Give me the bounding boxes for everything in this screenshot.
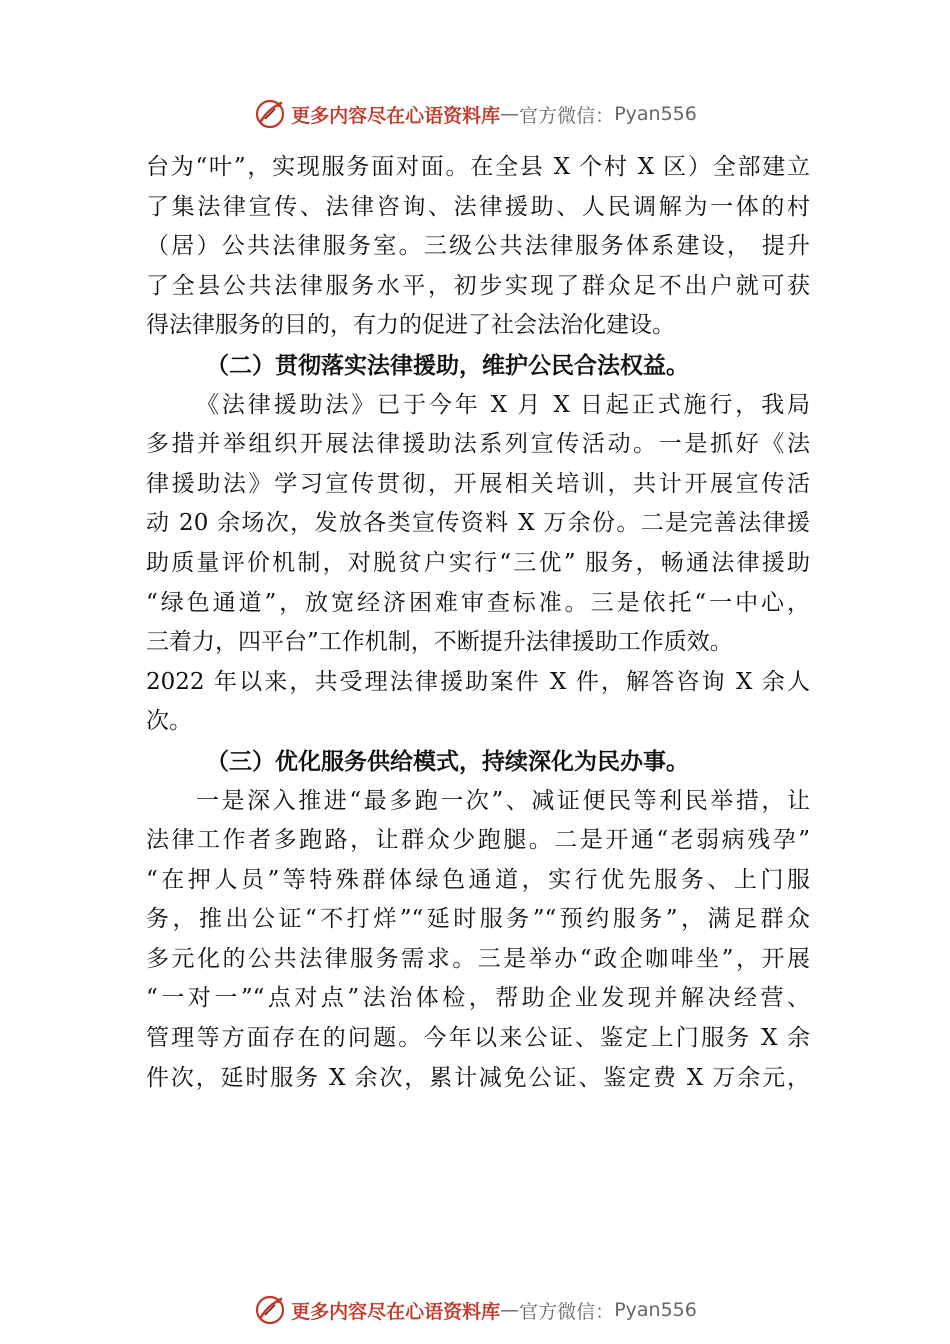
- watermark-brand: 更多内容尽在心语资料库: [291, 104, 501, 127]
- watermark-contact-id: Pyan556: [614, 1299, 697, 1321]
- footer-watermark: [0, 1290, 950, 1330]
- text-line: 三着力，四平台”工作机制，不断提升法律援助工作质效。: [146, 629, 733, 656]
- text-line: 多措并举组织开展法律援助法系列宣传活动。一是抓好《法: [146, 431, 810, 458]
- watermark-separator: —: [500, 103, 520, 125]
- text-line: 法律工作者多跑路，让群众少跑腿。二是开通“老弱病残孕”: [146, 827, 810, 854]
- text-line: 得法律服务的目的，有力的促进了社会法治化建设。: [146, 312, 675, 339]
- watermark-contact-id: Pyan556: [614, 103, 697, 125]
- watermark-logo-icon: [253, 1293, 287, 1327]
- watermark-contact-label: 官方微信：: [519, 1300, 615, 1323]
- text-line: “一对一”“点对点”法治体检，帮助企业发现并解决经营、: [146, 985, 810, 1012]
- watermark-contact-label: 官方微信：: [519, 104, 615, 127]
- text-line: “在押人员”等特殊群体绿色通道，实行优先服务、上门服: [146, 866, 810, 893]
- text-line: 2022 年以来，共受理法律援助案件 X 件，解答咨询 X 余人: [146, 668, 810, 695]
- text-line: 律援助法》学习宣传贯彻，开展相关培训，共计开展宣传活: [146, 470, 810, 497]
- document-body: [146, 148, 810, 1098]
- text-line: 助质量评价机制，对脱贫户实行“三优” 服务，畅通法律援助: [146, 549, 810, 576]
- text-line: 台为“叶”，实现服务面对面。在全县 X 个村 X 区）全部建立: [146, 154, 810, 180]
- text-line: “绿色通道”，放宽经济困难审查标准。三是依托“一中心，: [146, 589, 810, 616]
- text-line: 多元化的公共法律服务需求。三是举办“政企咖啡坐”，开展: [146, 945, 810, 972]
- text-line: 管理等方面存在的问题。今年以来公证、鉴定上门服务 X 余: [146, 1025, 810, 1052]
- text-line: 件次，延时服务 X 余次，累计减免公证、鉴定费 X 万余元，: [146, 1064, 810, 1091]
- text-line: 务，推出公证“不打烊”“延时服务”“预约服务”，满足群众: [146, 906, 810, 933]
- text-line: 动 20 余场次，发放各类宣传资料 X 万余份。二是完善法律援: [146, 510, 810, 537]
- text-line: 了全县公共法律服务水平，初步实现了群众足不出户就可获: [146, 272, 810, 299]
- text-line: 次。: [146, 708, 192, 735]
- watermark-separator: —: [500, 1299, 520, 1321]
- watermark-logo-icon: [253, 97, 287, 131]
- text-line: 《法律援助法》已于今年 X 月 X 日起正式施行，我局: [196, 391, 810, 418]
- text-line: （居）公共法律服务室。三级公共法律服务体系建设， 提升: [146, 233, 810, 260]
- section-heading: （二）贯彻落实法律援助，维护公民合法权益。: [206, 351, 689, 379]
- text-line: 了集法律宣传、法律咨询、法律援助、人民调解为一体的村: [146, 193, 810, 220]
- text-line: 一是深入推进“最多跑一次”、减证便民等利民举措，让: [196, 787, 810, 814]
- watermark-brand: 更多内容尽在心语资料库: [291, 1300, 501, 1323]
- section-heading: （三）优化服务供给模式，持续深化为民办事。: [206, 747, 689, 775]
- header-watermark: [0, 94, 950, 134]
